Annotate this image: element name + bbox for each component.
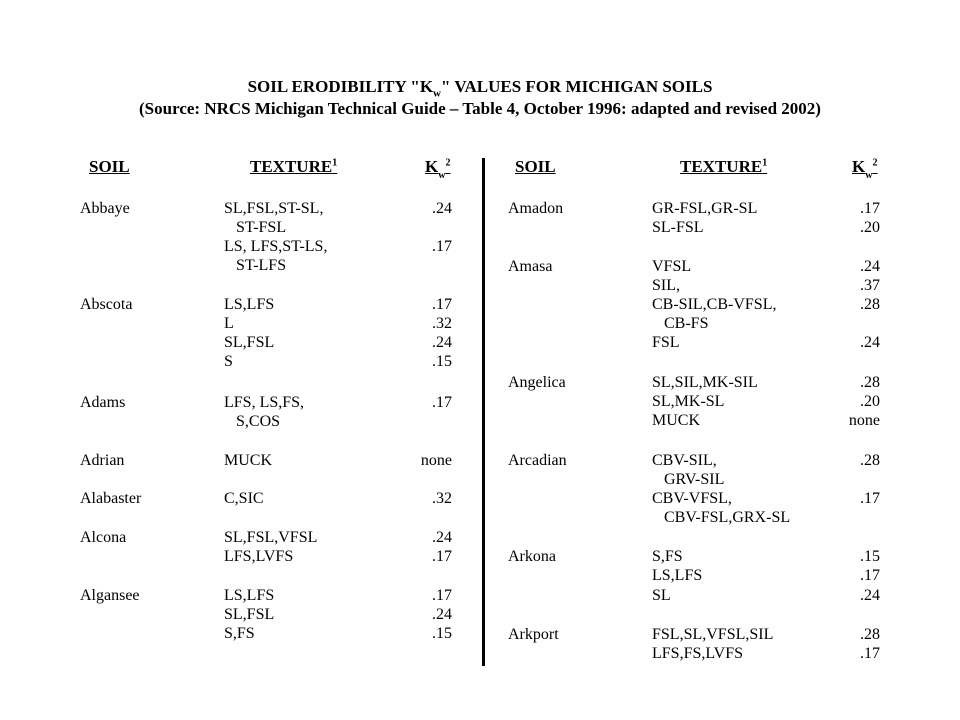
header-k-text: K [852,157,866,176]
k-value: .24 [432,529,452,546]
k-value: .32 [432,315,452,332]
texture-value: ST-LFS [236,257,287,274]
column-divider [482,158,485,666]
k-value: .20 [860,393,880,410]
texture-value: LFS,LVFS [224,548,294,565]
k-value: .28 [860,626,880,643]
texture-value: SL,FSL [224,606,275,623]
texture-value: CB-SIL,CB-VFSL, [652,296,777,313]
texture-value: S,FS [224,625,255,642]
texture-value: SL,MK-SL [652,393,725,410]
k-value: .24 [432,606,452,623]
soil-name: Algansee [80,587,140,604]
k-value: none [848,412,880,429]
texture-value: LS,LFS [652,567,703,584]
k-value: .17 [860,567,880,584]
k-value: .20 [860,219,880,236]
texture-value: FSL [652,334,680,351]
header-k-sup: 2 [872,157,878,169]
texture-value: S,FS [652,548,683,565]
title-text-end: " VALUES FOR MICHIGAN SOILS [441,77,713,96]
soil-name: Abbaye [80,200,130,217]
page-title [0,77,960,99]
header-k-sub: w [438,170,446,182]
texture-value: SL,SIL,MK-SIL [652,374,758,391]
k-value: .24 [860,258,880,275]
texture-value: SL [652,587,671,604]
k-value: none [420,452,452,469]
soil-name: Arcadian [508,452,567,469]
title-text: SOIL ERODIBILITY "K [247,77,434,96]
k-value: .17 [860,490,880,507]
header-texture-text: TEXTURE [250,157,333,176]
texture-value: S,COS [236,413,281,430]
header-k-right [852,157,878,182]
k-value: .24 [860,334,880,351]
header-texture-sup: 1 [762,157,768,169]
header-texture-right [680,157,767,177]
k-value: .15 [860,548,880,565]
texture-value: CB-FS [664,315,709,332]
k-value: .17 [432,548,452,565]
header-soil-right: SOIL [515,157,556,176]
k-value: .17 [432,587,452,604]
k-value: .15 [432,353,452,370]
soil-name: Amasa [508,258,553,275]
texture-value: SIL, [652,277,680,294]
k-value: .17 [432,238,452,255]
k-value: .15 [432,625,452,642]
texture-value: VFSL [652,258,692,275]
texture-value: LFS,FS,LVFS [652,645,744,662]
texture-value: C,SIC [224,490,264,507]
header-k-sup: 2 [445,157,451,169]
header-texture-text: TEXTURE [680,157,763,176]
soil-name: Adams [80,394,126,411]
header-texture-left [250,157,337,177]
texture-value: MUCK [652,412,701,429]
soil-name: Arkport [508,626,559,643]
page-subtitle: (Source: NRCS Michigan Technical Guide – Table 4, October 1996: adapted and revised 2002) [139,99,821,118]
k-value: .24 [860,587,880,604]
k-value: .17 [860,645,880,662]
k-value: .17 [860,200,880,217]
texture-value: CBV-FSL,GRX-SL [664,509,791,526]
k-value: .24 [432,200,452,217]
header-k-sub: w [865,170,873,182]
k-value: .17 [432,394,452,411]
k-value: .32 [432,490,452,507]
header-soil-left: SOIL [89,157,130,176]
texture-value: S [224,353,233,370]
k-value: .28 [860,296,880,313]
soil-name: Alabaster [80,490,142,507]
texture-value: L [224,315,234,332]
texture-value: SL,FSL [224,334,275,351]
texture-value: MUCK [224,452,273,469]
texture-value: SL-FSL [652,219,704,236]
texture-value: CBV-VFSL, [652,490,732,507]
texture-value: FSL,SL,VFSL,SIL [652,626,774,643]
k-value: .37 [860,277,880,294]
texture-value: LS, LFS,ST-LS, [224,238,328,255]
texture-value: SL,FSL,ST-SL, [224,200,324,217]
soil-name: Angelica [508,374,566,391]
texture-value: GR-FSL,GR-SL [652,200,758,217]
k-value: .17 [432,296,452,313]
texture-value: GRV-SIL [664,471,725,488]
soil-name: Abscota [80,296,133,313]
k-value: .28 [860,452,880,469]
header-k-left [425,157,451,182]
header-k-text: K [425,157,439,176]
texture-value: SL,FSL,VFSL [224,529,318,546]
header-texture-sup: 1 [332,157,338,169]
soil-name: Arkona [508,548,556,565]
soil-name: Amadon [508,200,564,217]
title-subscript: w [433,87,441,100]
texture-value: LS,LFS [224,587,275,604]
texture-value: CBV-SIL, [652,452,717,469]
soil-name: Alcona [80,529,127,546]
texture-value: ST-FSL [236,219,287,236]
soil-name: Adrian [80,452,125,469]
k-value: .24 [432,334,452,351]
texture-value: LFS, LS,FS, [224,394,305,411]
texture-value: LS,LFS [224,296,275,313]
k-value: .28 [860,374,880,391]
